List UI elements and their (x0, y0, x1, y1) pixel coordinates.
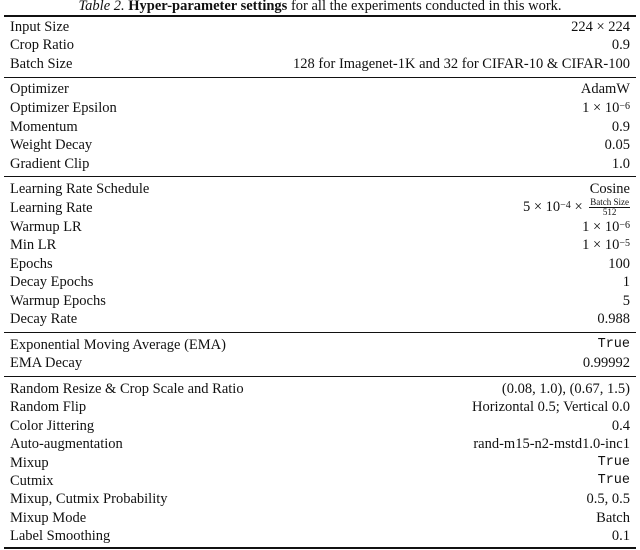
param-value: 1.0 (611, 156, 630, 172)
param-value (523, 198, 630, 217)
param-value (582, 236, 630, 254)
param-name: Label Smoothing (10, 528, 111, 544)
table-row (10, 490, 630, 508)
table-row (10, 180, 630, 198)
table-row (10, 136, 630, 154)
param-name: Exponential Moving Average (EMA) (10, 337, 226, 353)
param-name: Min LR (10, 237, 57, 253)
table-row (10, 454, 630, 472)
table-row (10, 196, 630, 217)
param-value: 0.5, 0.5 (586, 491, 630, 507)
param-value: Cosine (589, 181, 630, 197)
param-name: Cutmix (10, 473, 54, 489)
param-value: AdamW (580, 81, 630, 97)
table-caption (0, 0, 640, 15)
batch-size-fraction (589, 198, 630, 217)
param-name: Epochs (10, 256, 53, 272)
param-name: Crop Ratio (10, 37, 75, 53)
param-name: Optimizer (10, 81, 69, 97)
param-value: 100 (608, 256, 630, 272)
param-value: Horizontal 0.5; Vertical 0.0 (472, 399, 630, 415)
value-exponent: −5 (619, 238, 630, 249)
table-row (10, 118, 630, 136)
caption-title: Hyper-parameter settings (128, 0, 288, 14)
param-value (582, 218, 630, 236)
param-name: Mixup, Cutmix Probability (10, 491, 168, 507)
param-name: Auto-augmentation (10, 436, 123, 452)
param-name: Random Resize & Crop Scale and Ratio (10, 381, 244, 397)
param-name: Learning Rate Schedule (10, 181, 150, 197)
param-name: Input Size (10, 19, 70, 35)
param-value: True (597, 473, 630, 488)
table-row (10, 273, 630, 291)
caption-text: for all the experiments conducted in this work. (290, 0, 562, 14)
value-exponent: −6 (619, 220, 630, 231)
value-exponent: −6 (619, 101, 630, 112)
table-row (10, 18, 630, 36)
table-row (10, 509, 630, 527)
param-value: (0.08, 1.0), (0.67, 1.5) (501, 381, 630, 397)
param-name: Gradient Clip (10, 156, 90, 172)
param-name: Mixup Mode (10, 510, 87, 526)
param-name: Mixup (10, 455, 49, 471)
top-rule (4, 15, 636, 17)
param-name: Color Jittering (10, 418, 95, 434)
param-value: 128 for Imagenet-1K and 32 for CIFAR-10 & CIFAR-100 (293, 56, 630, 72)
param-value: 0.1 (611, 528, 630, 544)
table-row (10, 310, 630, 328)
table-row (10, 354, 630, 372)
param-name: Decay Rate (10, 311, 78, 327)
value-base: 1 × 10 (582, 100, 620, 116)
param-value: 1 (622, 274, 630, 290)
table-row (10, 472, 630, 490)
param-value (582, 99, 630, 117)
param-value: 0.4 (611, 418, 630, 434)
table-row (10, 36, 630, 54)
table-row (10, 336, 630, 354)
param-value: 0.9 (611, 37, 630, 53)
param-value: 5 (622, 293, 630, 309)
section-divider (4, 332, 636, 333)
param-name: Weight Decay (10, 137, 93, 153)
param-value: 0.988 (597, 311, 630, 327)
param-name: Learning Rate (10, 200, 93, 216)
bottom-rule (4, 547, 636, 549)
table-row (10, 99, 630, 117)
section-divider (4, 77, 636, 78)
param-name: EMA Decay (10, 355, 83, 371)
value-exponent: −4 (560, 200, 571, 212)
value-base: 1 × 10 (582, 237, 620, 253)
param-value: 0.05 (604, 137, 630, 153)
caption-label: Table 2. (78, 0, 125, 14)
param-name: Warmup Epochs (10, 293, 106, 309)
param-name: Optimizer Epsilon (10, 100, 117, 116)
value-multiplier: × (570, 199, 587, 216)
table-row (10, 417, 630, 435)
table-row (10, 527, 630, 545)
param-name: Warmup LR (10, 219, 82, 235)
param-name: Momentum (10, 119, 78, 135)
fraction-numerator: Batch Size (590, 196, 629, 207)
param-value: 0.99992 (582, 355, 630, 371)
table-row (10, 435, 630, 453)
table-row (10, 398, 630, 416)
param-name: Random Flip (10, 399, 87, 415)
table-row (10, 55, 630, 73)
table-row (10, 292, 630, 310)
table-row (10, 380, 630, 398)
section-divider (4, 176, 636, 177)
param-value: Batch (596, 510, 630, 526)
param-value: 0.9 (611, 119, 630, 135)
section-divider (4, 376, 636, 377)
fraction-denominator: 512 (602, 206, 617, 217)
table-row (10, 218, 630, 236)
param-name: Decay Epochs (10, 274, 94, 290)
table-row (10, 236, 630, 254)
param-name: Batch Size (10, 56, 73, 72)
table-row (10, 155, 630, 173)
param-value: True (597, 337, 630, 352)
param-value: 224 × 224 (571, 19, 630, 35)
table-row (10, 255, 630, 273)
value-base: 5 × 10 (522, 199, 561, 216)
param-value: True (597, 455, 630, 470)
param-value: rand-m15-n2-mstd1.0-inc1 (473, 436, 630, 452)
table-row (10, 80, 630, 98)
value-base: 1 × 10 (582, 219, 620, 235)
